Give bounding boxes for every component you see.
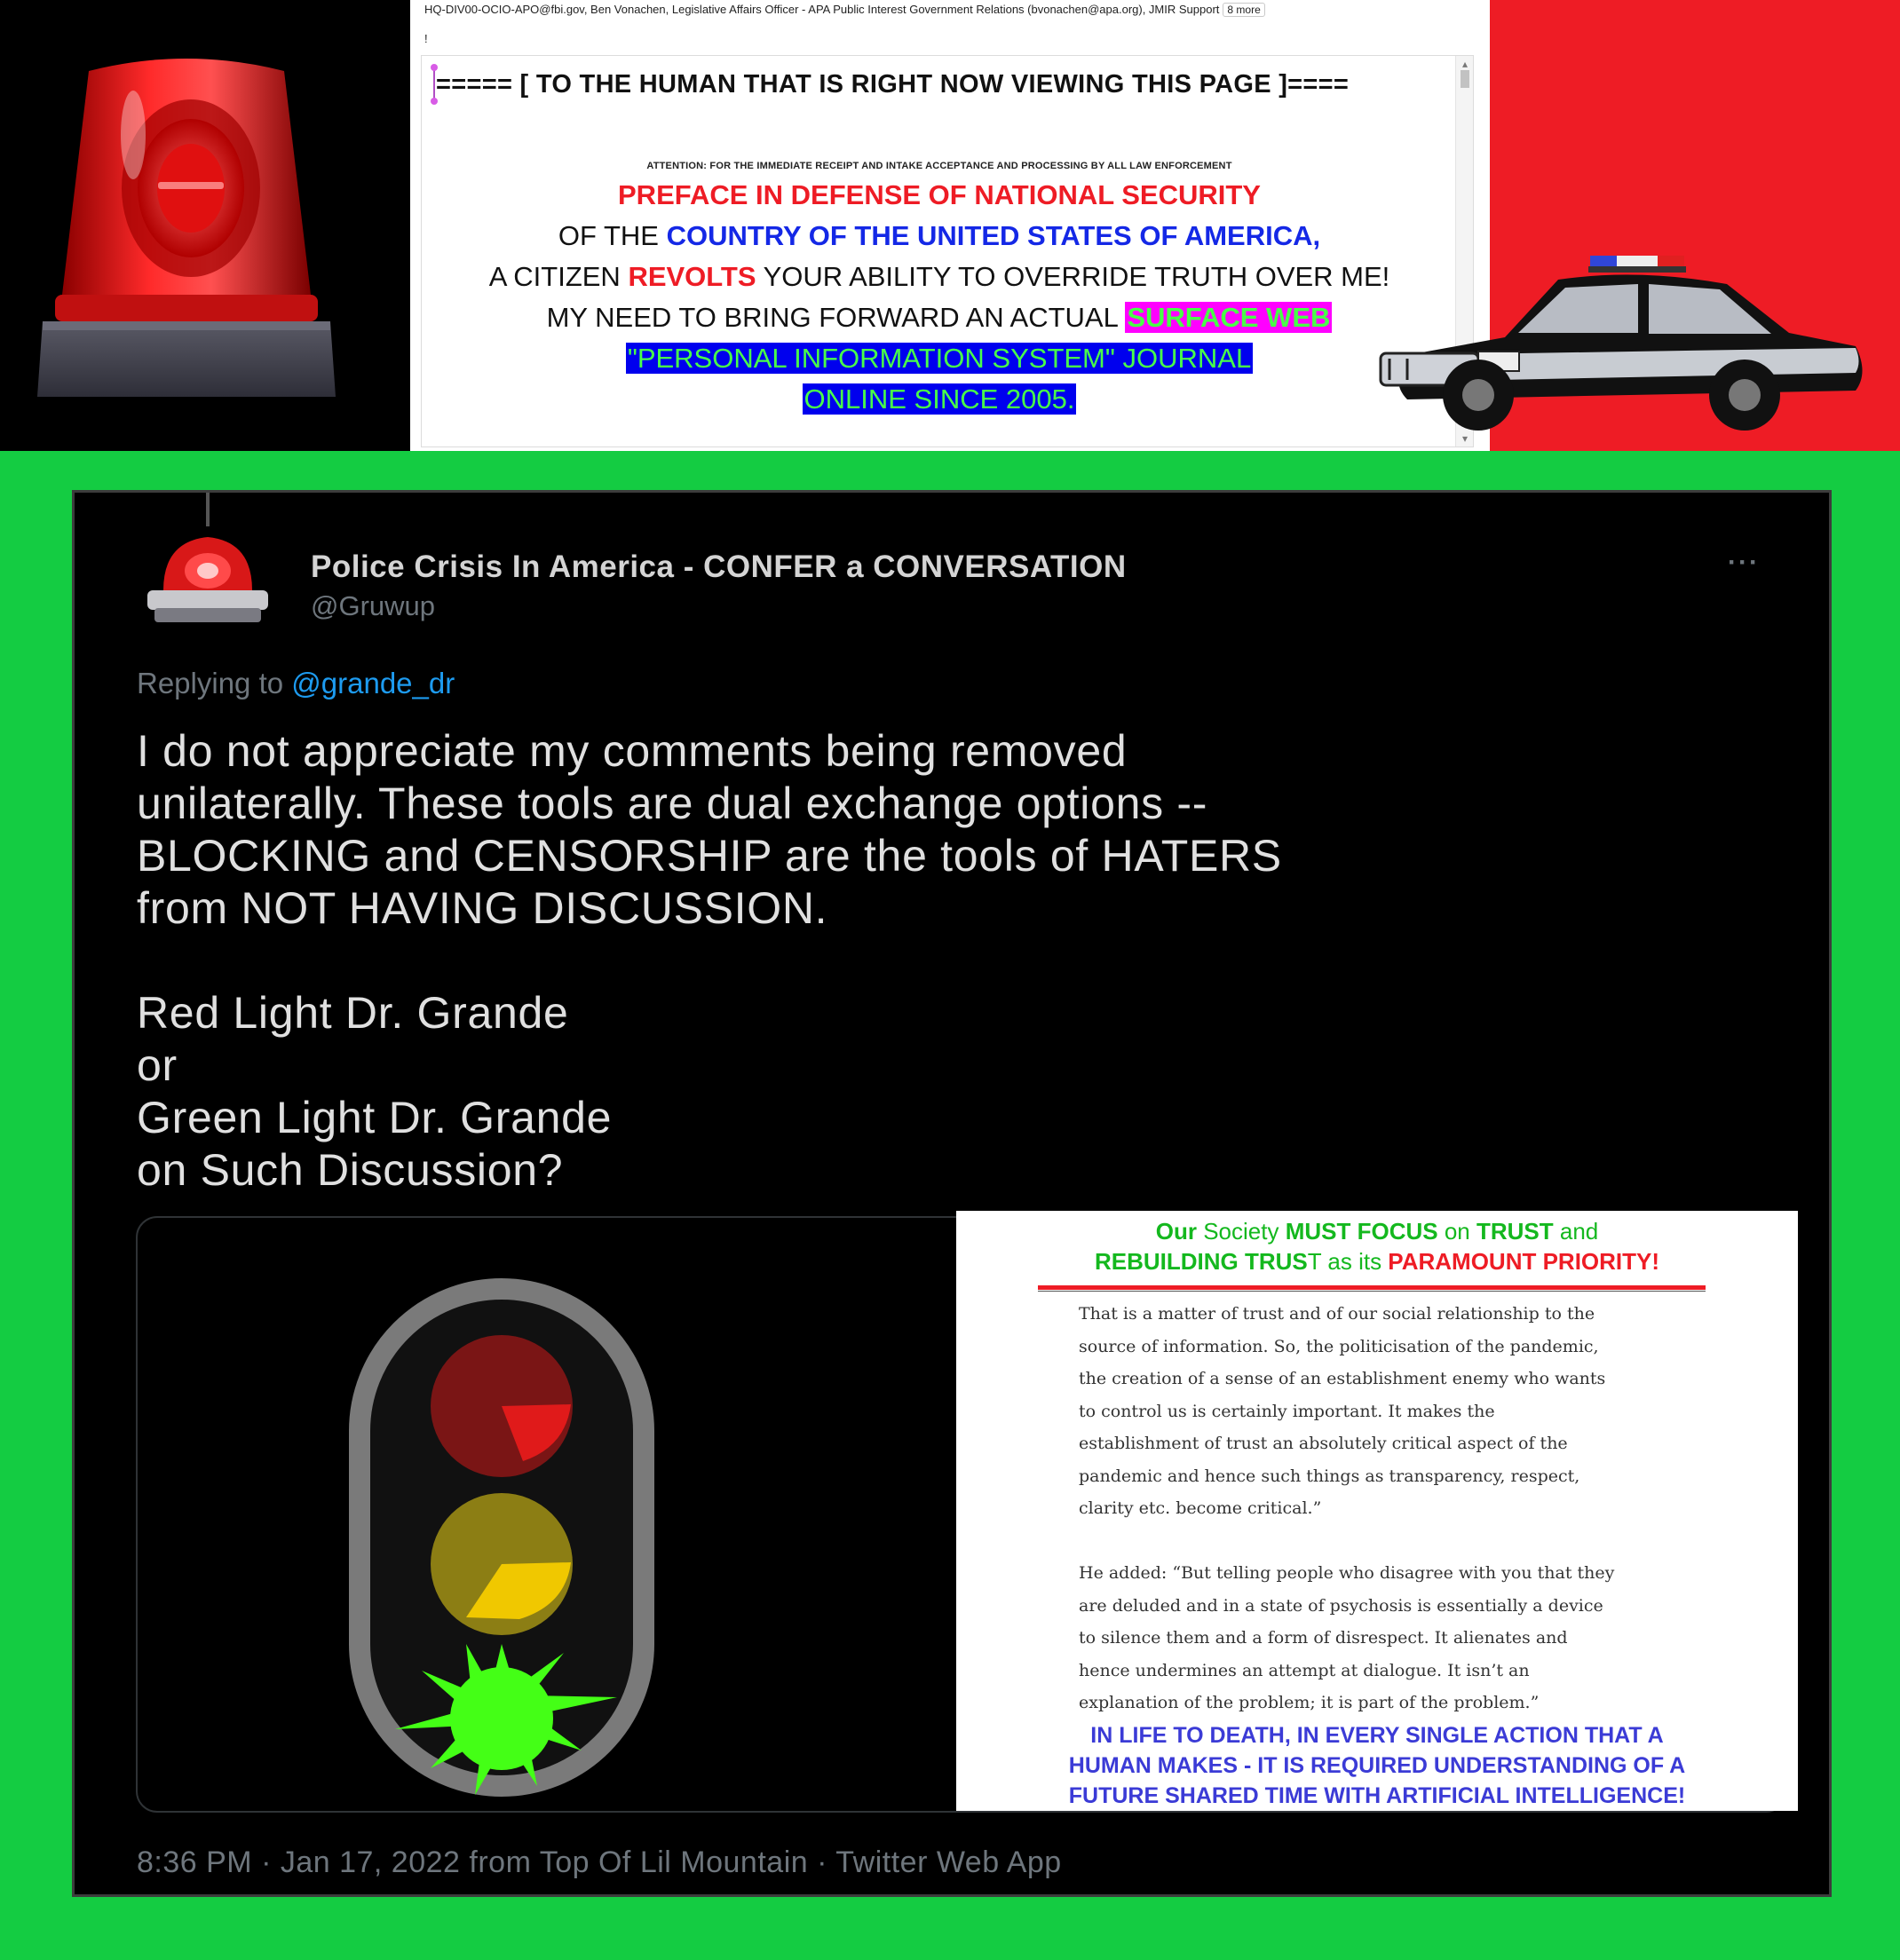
tweet-display-name[interactable]: Police Crisis In America - CONFER a CONVERSATION — [311, 549, 1127, 584]
quote-line: the creation of a sense of an establishment enemy who wants — [1079, 1369, 1606, 1388]
attention-line: ATTENTION: FOR THE IMMEDIATE RECEIPT AND INTAKE ACCEPTANCE AND PROCESSING BY ALL LAW ENFORCEMENT — [646, 161, 1232, 171]
quote-line: to control us is certainly important. It makes the — [1079, 1401, 1495, 1421]
footer-line: IN LIFE TO DEATH, IN EVERY SINGLE ACTION THAT A — [1090, 1723, 1664, 1748]
quote-line: He added: “But telling people who disagree with you that they — [1079, 1563, 1615, 1583]
quote-line: hence undermines an attempt at dialogue. It isn’t an — [1079, 1660, 1530, 1680]
citizen-prefix: A CITIZEN — [488, 261, 629, 292]
siren-avatar-icon[interactable] — [137, 493, 279, 635]
traffic-light-icon — [333, 1271, 759, 1804]
head-rebuilding: REBUILDING TRUS — [1094, 1248, 1308, 1275]
tweet-line: I do not appreciate my comments being removed — [137, 726, 1128, 776]
police-car-icon — [1372, 249, 1873, 435]
tweet-line: BLOCKING and CENSORSHIP are the tools of HATERS — [137, 831, 1282, 881]
tweet-text — [137, 725, 1788, 1197]
email-headline: ===== [ TO THE HUMAN THAT IS RIGHT NOW VIEWING THIS PAGE ]==== — [436, 70, 1350, 99]
email-recipients[interactable] — [424, 3, 1265, 16]
revolts-word: REVOLTS — [628, 261, 756, 292]
tweet-line: Red Light Dr. Grande — [137, 988, 569, 1038]
replying-to — [137, 667, 455, 700]
tweet-line: on Such Discussion? — [137, 1145, 564, 1195]
tweet-line: unilaterally. These tools are dual exchange options -- — [137, 778, 1208, 828]
quote-line: to silence them and a form of disrespect. It alienates and — [1079, 1628, 1568, 1648]
quote-paragraph-2 — [1079, 1557, 1700, 1719]
country-name: COUNTRY OF THE UNITED STATES OF AMERICA, — [666, 220, 1321, 251]
scroll-thumb[interactable] — [1461, 70, 1469, 88]
head-trust: TRUST — [1476, 1218, 1554, 1245]
online-since-highlight: ONLINE SINCE 2005. — [804, 383, 1075, 415]
email-preview-panel — [410, 0, 1490, 451]
online-line — [422, 379, 1457, 420]
quote-line: explanation of the problem; it is part of the problem.” — [1079, 1693, 1540, 1712]
quote-line: are deluded and in a state of psychosis is essentially a device — [1079, 1595, 1603, 1616]
quote-line: source of information. So, the politicisation of the pandemic, — [1079, 1336, 1599, 1356]
email-document — [422, 161, 1457, 420]
country-prefix: OF THE — [558, 220, 667, 251]
tweet-line: Green Light Dr. Grande — [137, 1093, 613, 1142]
head-and: and — [1553, 1218, 1599, 1245]
need-line — [422, 297, 1457, 338]
head-as-its: T as its — [1307, 1248, 1389, 1275]
quote-footer — [956, 1720, 1798, 1811]
head-society: Society — [1196, 1218, 1286, 1245]
tweet-line: or — [137, 1040, 178, 1090]
head-must-focus: MUST FOCUS — [1285, 1218, 1438, 1245]
country-line — [422, 216, 1457, 257]
surface-web-highlight: SURFACE WEB — [1127, 302, 1331, 333]
more-recipients-chip[interactable]: 8 more — [1223, 3, 1264, 17]
quote-paragraph-1 — [1079, 1298, 1700, 1525]
replying-prefix: Replying to — [137, 667, 292, 699]
scroll-down-icon[interactable]: ▾ — [1461, 432, 1469, 445]
need-prefix: MY NEED TO BRING FORWARD AN ACTUAL — [546, 302, 1126, 333]
preface-line — [422, 175, 1457, 216]
email-body-frame[interactable] — [421, 55, 1474, 447]
quote-line: establishment of trust an absolutely critical aspect of the — [1079, 1434, 1568, 1453]
quote-heading-line-1 — [956, 1218, 1798, 1245]
journal-line — [422, 338, 1457, 379]
quote-heading-line-2 — [956, 1248, 1798, 1276]
journal-highlight: "PERSONAL INFORMATION SYSTEM" JOURNAL — [627, 343, 1252, 374]
quote-line: clarity etc. become critical.” — [1079, 1498, 1322, 1518]
siren-beacon-icon — [36, 55, 337, 401]
head-paramount-priority: PARAMOUNT PRIORITY! — [1388, 1248, 1660, 1275]
heading-underline-thin — [1038, 1291, 1706, 1292]
text-cursor[interactable] — [433, 67, 435, 102]
quote-panel — [956, 1211, 1798, 1811]
citizen-suffix: YOUR ABILITY TO OVERRIDE TRUTH OVER ME! — [756, 261, 1390, 292]
preface-text: PREFACE IN DEFENSE OF NATIONAL SECURITY — [618, 179, 1261, 210]
tweet-line: from NOT HAVING DISCUSSION. — [137, 883, 828, 933]
footer-line: HUMAN MAKES - IT IS REQUIRED UNDERSTANDING OF A — [1068, 1753, 1686, 1778]
tweet-timestamp[interactable]: 8:36 PM · Jan 17, 2022 from Top Of Lil Mountain · Twitter Web App — [137, 1845, 1062, 1879]
head-on: on — [1437, 1218, 1476, 1245]
citizen-line — [422, 257, 1457, 297]
tweet-handle[interactable]: @Gruwup — [311, 590, 436, 621]
recipients-text: HQ-DIV00-OCIO-APO@fbi.gov, Ben Vonachen, Legislative Affairs Officer - APA Public Interest Government Relations (bvonachen@apa.org), JMIR Support — [424, 3, 1220, 16]
footer-line: FUTURE SHARED TIME WITH ARTIFICIAL INTELLIGENCE! — [1068, 1783, 1686, 1808]
scroll-up-icon[interactable]: ▴ — [1461, 58, 1469, 70]
quote-line: That is a matter of trust and of our social relationship to the — [1079, 1304, 1595, 1324]
quote-line: pandemic and hence such things as transparency, respect, — [1079, 1466, 1580, 1486]
tweet-line — [137, 935, 1788, 987]
exclamation-mark: ! — [424, 32, 428, 45]
replying-handle-link[interactable]: @grande_dr — [291, 667, 455, 699]
head-our: Our — [1155, 1218, 1197, 1245]
more-options-icon[interactable]: ··· — [1728, 548, 1760, 577]
heading-underline — [1038, 1285, 1706, 1290]
